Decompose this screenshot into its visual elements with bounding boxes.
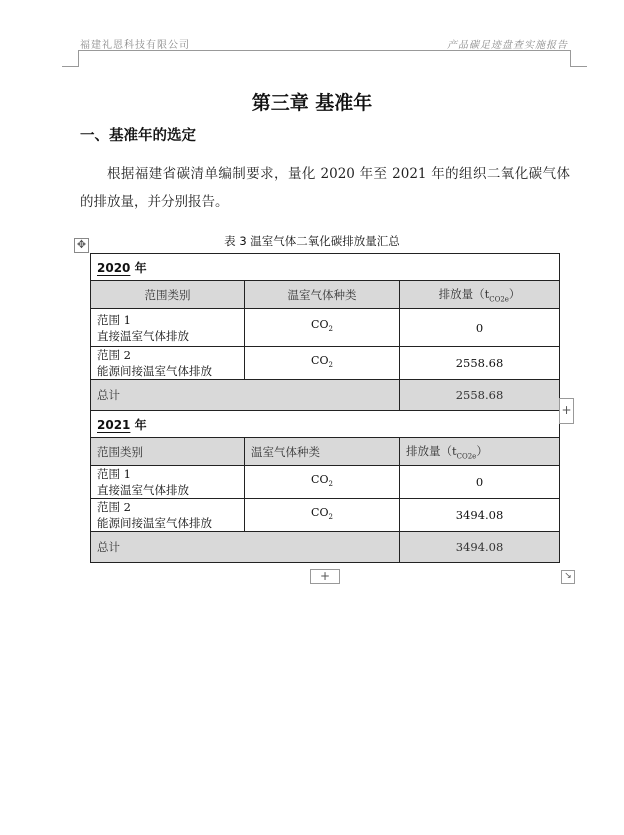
scope-name: 范围 2 xyxy=(97,500,131,514)
scope-cell[interactable] xyxy=(91,466,245,499)
scope-description: 能源间接温室气体排放 xyxy=(97,364,212,378)
header-emissions-label: 排放量（t xyxy=(406,443,457,458)
value-cell[interactable]: 2558.68 xyxy=(400,347,560,380)
total-row-2020 xyxy=(91,380,560,411)
scope-name: 范围 1 xyxy=(97,467,131,481)
scope-name: 范围 1 xyxy=(97,312,131,327)
total-value[interactable]: 2558.68 xyxy=(400,380,560,411)
gas-subscript: 2 xyxy=(328,513,333,522)
header-scope[interactable]: 范围类别 xyxy=(91,281,245,309)
scope-name: 范围 2 xyxy=(97,348,131,362)
scope-description: 直接温室气体排放 xyxy=(97,483,189,497)
gas-cell[interactable] xyxy=(245,466,400,499)
year-suffix: 年 xyxy=(130,417,147,432)
add-row-plus-icon[interactable]: + xyxy=(310,569,340,584)
scope-cell[interactable] xyxy=(91,309,245,347)
header-emissions-close: ） xyxy=(508,286,521,301)
gas-subscript: 2 xyxy=(328,361,333,370)
crop-mark-top-right-h xyxy=(570,66,587,67)
total-value[interactable]: 3494.08 xyxy=(400,532,560,563)
scope-description: 能源间接温室气体排放 xyxy=(97,516,212,530)
table-row xyxy=(91,466,560,499)
scope-cell[interactable] xyxy=(91,347,245,380)
body-paragraph: 根据福建省碳清单编制要求，量化 2020 年至 2021 年的组织二氧化碳气体的排放量，并分别报告。 xyxy=(80,166,570,210)
emissions-summary-table xyxy=(90,253,560,563)
gas-name: CO xyxy=(311,353,329,367)
year-cell-2020[interactable] xyxy=(91,254,560,281)
header-report-title: 产品碳足迹盘查实施报告 xyxy=(447,40,568,51)
header-divider xyxy=(78,50,570,51)
total-label[interactable]: 总计 xyxy=(91,532,400,563)
year-number: 2020 xyxy=(97,260,131,275)
header-gas-type[interactable]: 温室气体种类 xyxy=(245,438,400,466)
gas-cell[interactable] xyxy=(245,309,400,347)
year-row-2020 xyxy=(91,254,560,281)
table-row xyxy=(91,347,560,380)
gas-cell[interactable] xyxy=(245,347,400,380)
header-scope[interactable]: 范围类别 xyxy=(91,438,245,466)
gas-name: CO xyxy=(311,318,329,332)
value-cell[interactable]: 0 xyxy=(400,309,560,347)
scope-cell[interactable] xyxy=(91,499,245,532)
add-column-plus-icon[interactable]: + xyxy=(559,398,574,424)
gas-subscript: 2 xyxy=(328,325,333,334)
header-company-name: 福建礼恩科技有限公司 xyxy=(80,40,190,51)
header-emissions[interactable] xyxy=(400,438,560,466)
move-icon[interactable]: ✥ xyxy=(74,238,89,253)
chapter-title: 第三章 基准年 xyxy=(251,92,373,114)
gas-subscript: 2 xyxy=(328,480,333,489)
header-emissions[interactable] xyxy=(400,281,560,309)
year-number: 2021 xyxy=(97,417,131,432)
header-emissions-unit: CO2e xyxy=(456,452,477,461)
gas-name: CO xyxy=(311,472,329,486)
section-heading: 一、基准年的选定 xyxy=(80,128,196,144)
year-suffix: 年 xyxy=(130,260,147,275)
total-row-2021 xyxy=(91,532,560,563)
table-row xyxy=(91,309,560,347)
table-row xyxy=(91,499,560,532)
value-cell[interactable]: 0 xyxy=(400,466,560,499)
header-gas-type[interactable]: 温室气体种类 xyxy=(245,281,400,309)
table-header-row xyxy=(91,438,560,466)
value-cell[interactable]: 3494.08 xyxy=(400,499,560,532)
year-cell-2021[interactable] xyxy=(91,411,560,438)
crop-mark-top-right-v xyxy=(570,50,571,66)
crop-mark-top-left-v xyxy=(78,50,79,66)
header-emissions-label: 排放量（t xyxy=(438,286,490,301)
gas-name: CO xyxy=(311,505,329,519)
total-label[interactable]: 总计 xyxy=(91,380,400,411)
table-caption: 表 3 温室气体二氧化碳排放量汇总 xyxy=(224,234,400,248)
header-emissions-close: ） xyxy=(476,443,488,458)
resize-icon[interactable]: ↘ xyxy=(561,570,575,584)
table-header-row xyxy=(91,281,560,309)
scope-description: 直接温室气体排放 xyxy=(97,328,189,343)
header-emissions-unit: CO2e xyxy=(489,295,509,304)
crop-mark-top-left-h xyxy=(62,66,79,67)
year-row-2021 xyxy=(91,411,560,438)
gas-cell[interactable] xyxy=(245,499,400,532)
